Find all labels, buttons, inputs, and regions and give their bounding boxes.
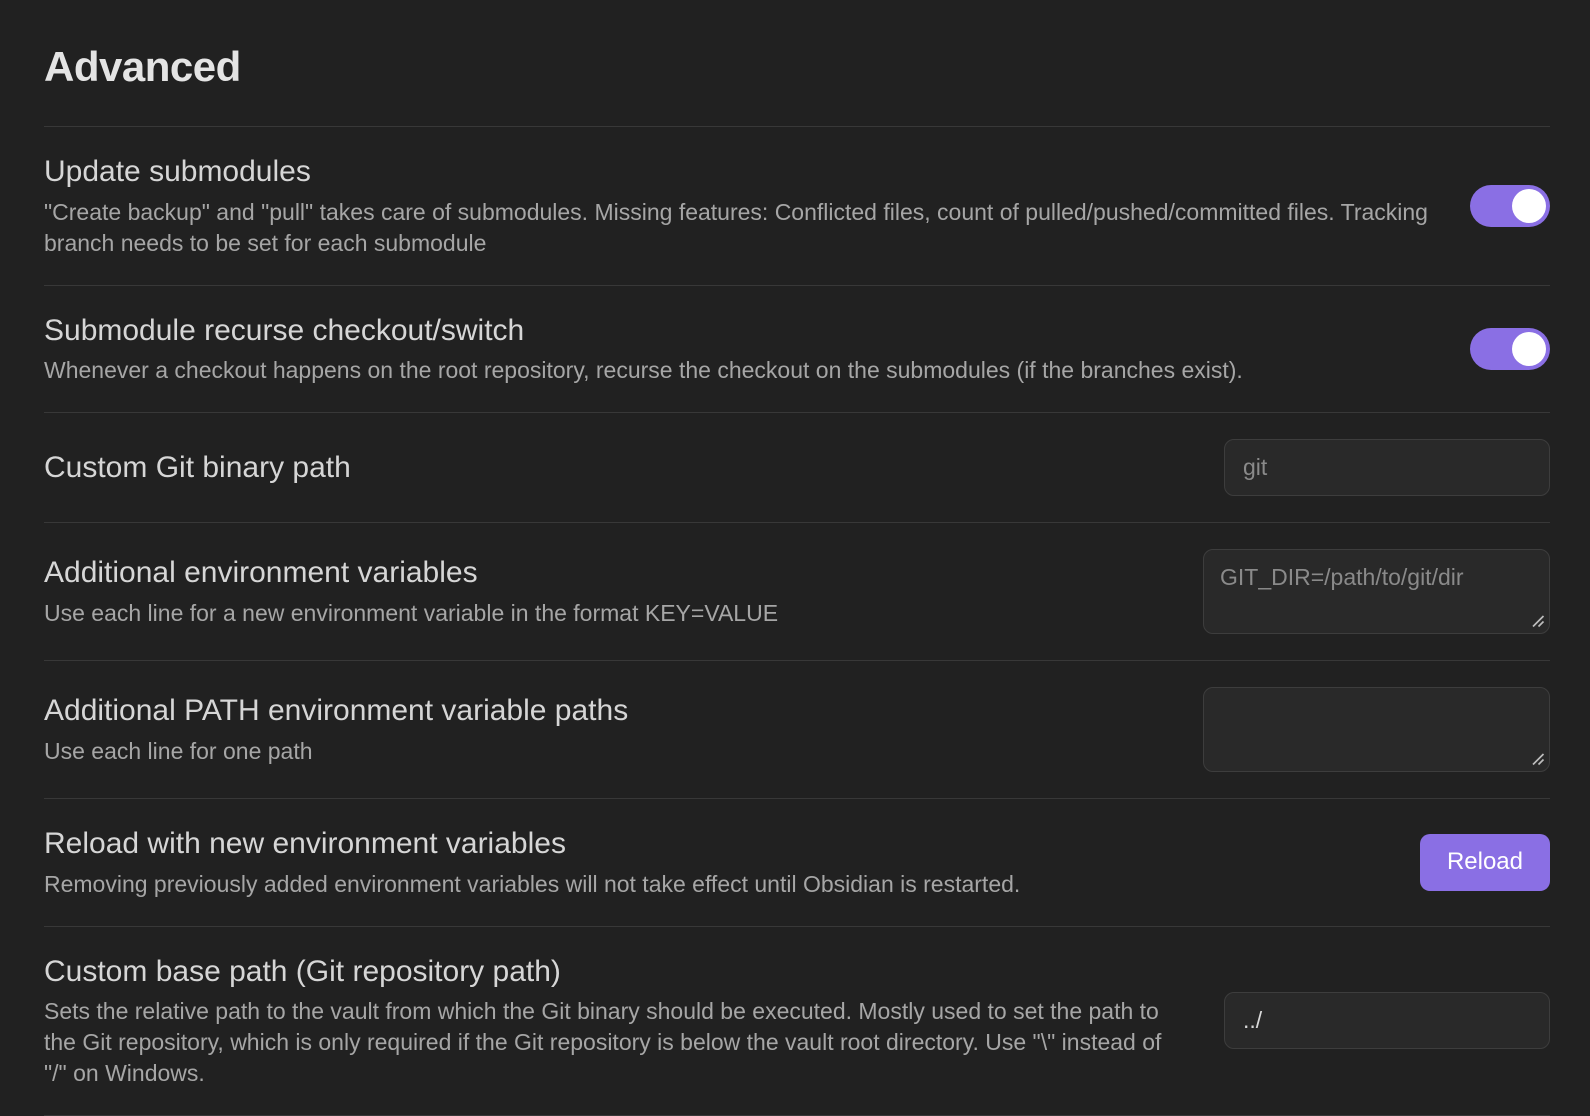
setting-description: "Create backup" and "pull" takes care of submodules. Missing features: Conflicted files, count of pulled/pushed/committed files. Tracking branch needs to be set for each submodule (44, 198, 1428, 256)
custom-base-path-input[interactable] (1224, 992, 1550, 1049)
setting-row-custom-git-binary-path (44, 412, 1550, 522)
resize-handle-icon[interactable] (1529, 612, 1545, 628)
setting-description: Removing previously added environment variables will not take effect until Obsidian is restarted. (44, 870, 1021, 897)
setting-row-additional-env-vars (44, 522, 1550, 660)
setting-row-additional-path-env (44, 660, 1550, 798)
setting-name: Submodule recurse checkout/switch (44, 313, 525, 347)
settings-list (44, 126, 1550, 1116)
update-submodules-toggle[interactable] (1470, 185, 1550, 227)
setting-row-reload-env-vars (44, 798, 1550, 926)
setting-name: Update submodules (44, 155, 311, 188)
setting-name: Additional environment variables (44, 556, 478, 590)
setting-description: Whenever a checkout happens on the root repository, recurse the checkout on the submodules (if the branches exist). (44, 357, 1243, 383)
setting-description: Use each line for a new environment variable in the format KEY=VALUE (44, 599, 779, 626)
setting-name: Reload with new environment variables (44, 827, 566, 860)
setting-row-update-submodules (44, 126, 1550, 285)
custom-git-binary-path-input[interactable] (1224, 439, 1550, 496)
setting-row-custom-base-path (44, 926, 1550, 1116)
setting-row-submodule-recurse (44, 285, 1550, 413)
setting-name: Custom Git binary path (44, 450, 351, 484)
page-title: Advanced (44, 43, 241, 90)
setting-description: Use each line for one path (44, 737, 313, 764)
reload-button[interactable]: Reload (1420, 834, 1550, 891)
setting-name: Custom base path (Git repository path) (44, 954, 561, 988)
setting-name: Additional PATH environment variable paths (44, 694, 629, 728)
submodule-recurse-toggle[interactable] (1470, 328, 1550, 370)
toggle-knob (1512, 189, 1546, 223)
additional-path-env-textarea[interactable] (1203, 687, 1550, 772)
additional-env-vars-textarea[interactable] (1203, 549, 1550, 634)
setting-description: Sets the relative path to the vault from which the Git binary should be executed. Mostly used to set the path to the Git repository, which is only required if the Git repository is below the vault root directory. Use "\" instead of "/" on Windows. (44, 998, 1162, 1086)
resize-handle-icon[interactable] (1529, 750, 1545, 766)
toggle-knob (1512, 332, 1546, 366)
